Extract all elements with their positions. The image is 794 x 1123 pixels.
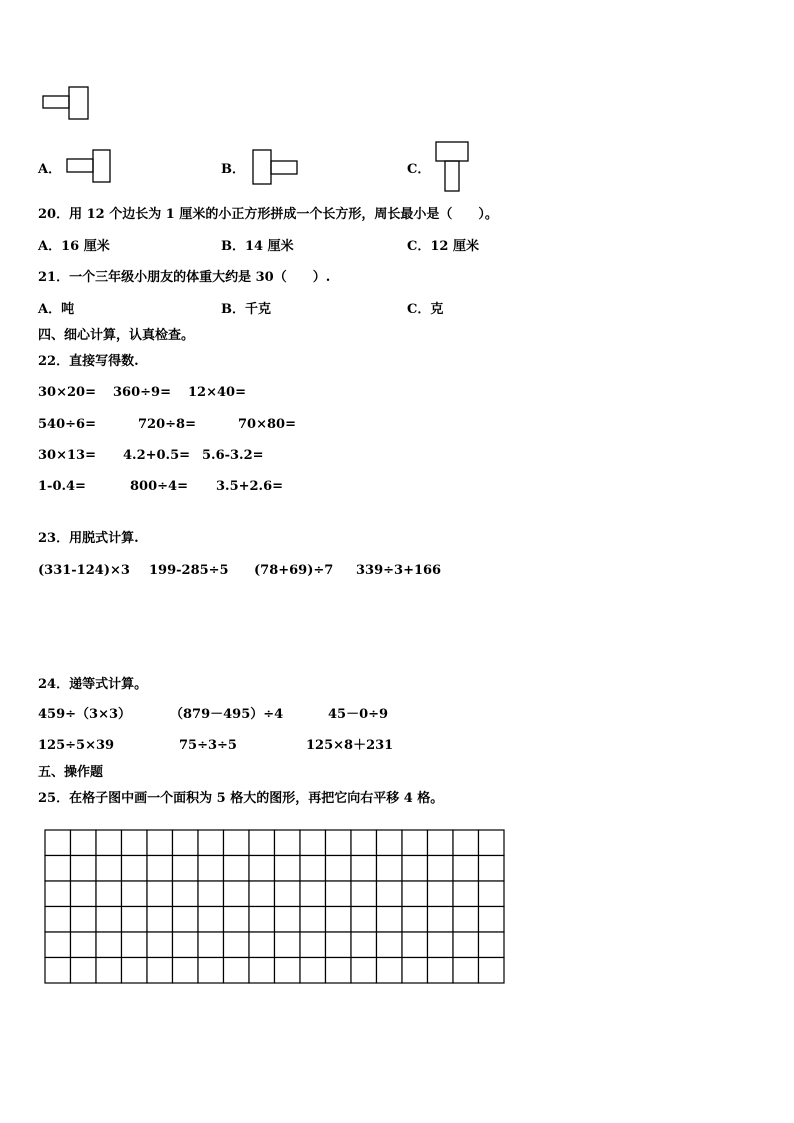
grid-cell[interactable] bbox=[147, 907, 173, 933]
grid-cell[interactable] bbox=[45, 907, 71, 933]
q23-item-1: (331-124)×3 bbox=[38, 563, 130, 578]
grid-cell[interactable] bbox=[249, 881, 275, 907]
section-5-heading: 五、操作题 bbox=[38, 765, 104, 780]
grid-cell[interactable] bbox=[351, 830, 377, 856]
q21-option-c[interactable]: C．克 bbox=[407, 302, 444, 317]
grid-cell[interactable] bbox=[479, 881, 505, 907]
grid-cell[interactable] bbox=[224, 958, 250, 984]
grid-cell[interactable] bbox=[326, 830, 352, 856]
grid-cell[interactable] bbox=[453, 830, 479, 856]
grid-cell[interactable] bbox=[224, 856, 250, 882]
grid-cell[interactable] bbox=[147, 932, 173, 958]
grid-cell[interactable] bbox=[402, 881, 428, 907]
q22-r2-c1: 540÷6= bbox=[38, 417, 96, 432]
q24-r2-c1: 125÷5×39 bbox=[38, 738, 115, 753]
q22-r3-c1: 30×13= bbox=[38, 448, 96, 463]
q22-r1-c3: 12×40= bbox=[188, 385, 246, 400]
grid-cell[interactable] bbox=[198, 932, 224, 958]
grid-cell[interactable] bbox=[173, 932, 199, 958]
grid-cell[interactable] bbox=[198, 958, 224, 984]
grid-cell[interactable] bbox=[224, 881, 250, 907]
q20-option-c[interactable]: C．12 厘米 bbox=[407, 239, 479, 254]
grid-cell[interactable] bbox=[453, 856, 479, 882]
grid-cell[interactable] bbox=[45, 958, 71, 984]
q21-option-a[interactable]: A．吨 bbox=[38, 302, 75, 317]
grid-cell[interactable] bbox=[71, 932, 97, 958]
grid-cell[interactable] bbox=[173, 958, 199, 984]
grid-cell[interactable] bbox=[428, 932, 454, 958]
grid-cell[interactable] bbox=[224, 830, 250, 856]
grid-cell[interactable] bbox=[249, 856, 275, 882]
q21-stem: 21．一个三年级小朋友的体重大约是 30（ ）. bbox=[38, 270, 331, 285]
q22-r4-c2: 800÷4= bbox=[130, 479, 188, 494]
grid-cell[interactable] bbox=[173, 881, 199, 907]
grid-cell[interactable] bbox=[453, 907, 479, 933]
grid-cell[interactable] bbox=[377, 830, 403, 856]
grid-cell[interactable] bbox=[300, 932, 326, 958]
grid-cell[interactable] bbox=[147, 856, 173, 882]
grid-cell[interactable] bbox=[198, 907, 224, 933]
grid-cell[interactable] bbox=[326, 907, 352, 933]
grid-cell[interactable] bbox=[45, 830, 71, 856]
grid-cell[interactable] bbox=[326, 932, 352, 958]
grid-cell[interactable] bbox=[453, 958, 479, 984]
grid-cell[interactable] bbox=[45, 856, 71, 882]
grid-cell[interactable] bbox=[173, 907, 199, 933]
grid-cell[interactable] bbox=[402, 932, 428, 958]
q19-option-c-label[interactable]: C． bbox=[407, 162, 431, 177]
grid-cell[interactable] bbox=[326, 881, 352, 907]
q19-option-a-label[interactable]: A． bbox=[38, 162, 62, 177]
grid-cell[interactable] bbox=[122, 881, 148, 907]
grid-cell[interactable] bbox=[479, 830, 505, 856]
grid-cell[interactable] bbox=[300, 881, 326, 907]
grid-cell[interactable] bbox=[224, 932, 250, 958]
grid-cell[interactable] bbox=[275, 932, 301, 958]
grid-cell[interactable] bbox=[275, 907, 301, 933]
q22-stem: 22．直接写得数. bbox=[38, 354, 139, 369]
q22-r4-c3: 3.5+2.6= bbox=[216, 479, 284, 494]
grid-cell[interactable] bbox=[96, 958, 122, 984]
grid-cell[interactable] bbox=[96, 856, 122, 882]
grid-cell[interactable] bbox=[377, 958, 403, 984]
q22-r4-c1: 1-0.4= bbox=[38, 479, 86, 494]
q23-stem: 23．用脱式计算. bbox=[38, 531, 139, 546]
grid-cell[interactable] bbox=[428, 856, 454, 882]
grid-cell[interactable] bbox=[428, 830, 454, 856]
grid-cell[interactable] bbox=[147, 958, 173, 984]
q22-r3-c3: 5.6-3.2= bbox=[202, 448, 264, 463]
grid-cell[interactable] bbox=[275, 856, 301, 882]
q22-r2-c2: 720÷8= bbox=[138, 417, 196, 432]
grid-cell[interactable] bbox=[249, 932, 275, 958]
grid-cell[interactable] bbox=[479, 958, 505, 984]
q25-stem: 25．在格子图中画一个面积为 5 格大的图形，再把它向右平移 4 格。 bbox=[38, 791, 444, 806]
grid-cell[interactable] bbox=[402, 958, 428, 984]
grid-cell[interactable] bbox=[275, 881, 301, 907]
grid-cell[interactable] bbox=[402, 907, 428, 933]
q20-option-a[interactable]: A．16 厘米 bbox=[38, 239, 110, 254]
grid-cell[interactable] bbox=[122, 907, 148, 933]
q22-r1-c2: 360÷9= bbox=[113, 385, 171, 400]
q22-r3-c2: 4.2+0.5= bbox=[123, 448, 191, 463]
grid-cell[interactable] bbox=[45, 881, 71, 907]
grid-cell[interactable] bbox=[122, 856, 148, 882]
q23-item-2: 199-285÷5 bbox=[149, 563, 229, 578]
q25-square-grid[interactable] bbox=[44, 829, 506, 985]
grid-cell[interactable] bbox=[479, 907, 505, 933]
q23-item-3: (78+69)÷7 bbox=[254, 563, 334, 578]
q24-r1-c2: （879－495）÷4 bbox=[170, 707, 284, 722]
grid-cell[interactable] bbox=[377, 856, 403, 882]
grid-cell[interactable] bbox=[428, 958, 454, 984]
grid-cell[interactable] bbox=[453, 932, 479, 958]
grid-cell[interactable] bbox=[453, 881, 479, 907]
grid-cell[interactable] bbox=[428, 907, 454, 933]
grid-cell[interactable] bbox=[122, 830, 148, 856]
grid-cell[interactable] bbox=[326, 958, 352, 984]
q20-stem: 20．用 12 个边长为 1 厘米的小正方形拼成一个长方形，周长最小是（ ）。 bbox=[38, 207, 498, 222]
grid-cell[interactable] bbox=[351, 907, 377, 933]
grid-cell[interactable] bbox=[300, 907, 326, 933]
q23-item-4: 339÷3+166 bbox=[356, 563, 442, 578]
grid-cell[interactable] bbox=[71, 830, 97, 856]
grid-cell[interactable] bbox=[377, 932, 403, 958]
q22-r1-c1: 30×20= bbox=[38, 385, 96, 400]
q19-option-b-figure[interactable] bbox=[252, 149, 300, 187]
grid-cell[interactable] bbox=[300, 856, 326, 882]
grid-cell[interactable] bbox=[45, 932, 71, 958]
grid-cell[interactable] bbox=[224, 907, 250, 933]
q21-option-b[interactable]: B．千克 bbox=[221, 302, 271, 317]
grid-cell[interactable] bbox=[351, 856, 377, 882]
grid-cell[interactable] bbox=[173, 856, 199, 882]
grid-cell[interactable] bbox=[479, 932, 505, 958]
q19-reference-figure bbox=[42, 86, 92, 122]
q19-option-a-figure[interactable] bbox=[66, 149, 114, 185]
q24-r1-c1: 459÷（3×3） bbox=[38, 707, 132, 722]
grid-cell[interactable] bbox=[198, 856, 224, 882]
q22-r2-c3: 70×80= bbox=[238, 417, 296, 432]
grid-cell[interactable] bbox=[428, 881, 454, 907]
grid-cell[interactable] bbox=[275, 830, 301, 856]
grid-cell[interactable] bbox=[249, 958, 275, 984]
q24-stem: 24．递等式计算。 bbox=[38, 677, 148, 692]
q20-option-b[interactable]: B．14 厘米 bbox=[221, 239, 294, 254]
grid-cell[interactable] bbox=[122, 958, 148, 984]
q24-r2-c2: 75÷3÷5 bbox=[179, 738, 237, 753]
grid-cell[interactable] bbox=[351, 932, 377, 958]
grid-cell[interactable] bbox=[300, 958, 326, 984]
q24-r1-c3: 45－0÷9 bbox=[328, 707, 389, 722]
grid-cell[interactable] bbox=[122, 932, 148, 958]
grid-cell[interactable] bbox=[96, 881, 122, 907]
grid-cell[interactable] bbox=[71, 958, 97, 984]
grid-cell[interactable] bbox=[147, 881, 173, 907]
grid-cell[interactable] bbox=[479, 856, 505, 882]
grid-cell[interactable] bbox=[300, 830, 326, 856]
grid-cell[interactable] bbox=[402, 856, 428, 882]
q19-option-b-label[interactable]: B． bbox=[221, 162, 245, 177]
section-4-heading: 四、细心计算，认真检查。 bbox=[38, 328, 195, 343]
grid-cell[interactable] bbox=[71, 856, 97, 882]
grid-cell[interactable] bbox=[402, 830, 428, 856]
grid-cell[interactable] bbox=[96, 830, 122, 856]
grid-cell[interactable] bbox=[198, 881, 224, 907]
grid-cell[interactable] bbox=[96, 907, 122, 933]
grid-cell[interactable] bbox=[198, 830, 224, 856]
grid-cell[interactable] bbox=[351, 958, 377, 984]
grid-cell[interactable] bbox=[71, 907, 97, 933]
grid-cell[interactable] bbox=[249, 907, 275, 933]
grid-cell[interactable] bbox=[275, 958, 301, 984]
grid-cell[interactable] bbox=[377, 881, 403, 907]
grid-cell[interactable] bbox=[96, 932, 122, 958]
grid-cell[interactable] bbox=[173, 830, 199, 856]
grid-cell[interactable] bbox=[377, 907, 403, 933]
grid-cell[interactable] bbox=[326, 856, 352, 882]
grid-cell[interactable] bbox=[147, 830, 173, 856]
grid-cell[interactable] bbox=[71, 881, 97, 907]
q24-r2-c3: 125×8＋231 bbox=[306, 738, 394, 753]
grid-cell[interactable] bbox=[351, 881, 377, 907]
grid-cell[interactable] bbox=[249, 830, 275, 856]
q19-option-c-figure[interactable] bbox=[435, 141, 471, 193]
